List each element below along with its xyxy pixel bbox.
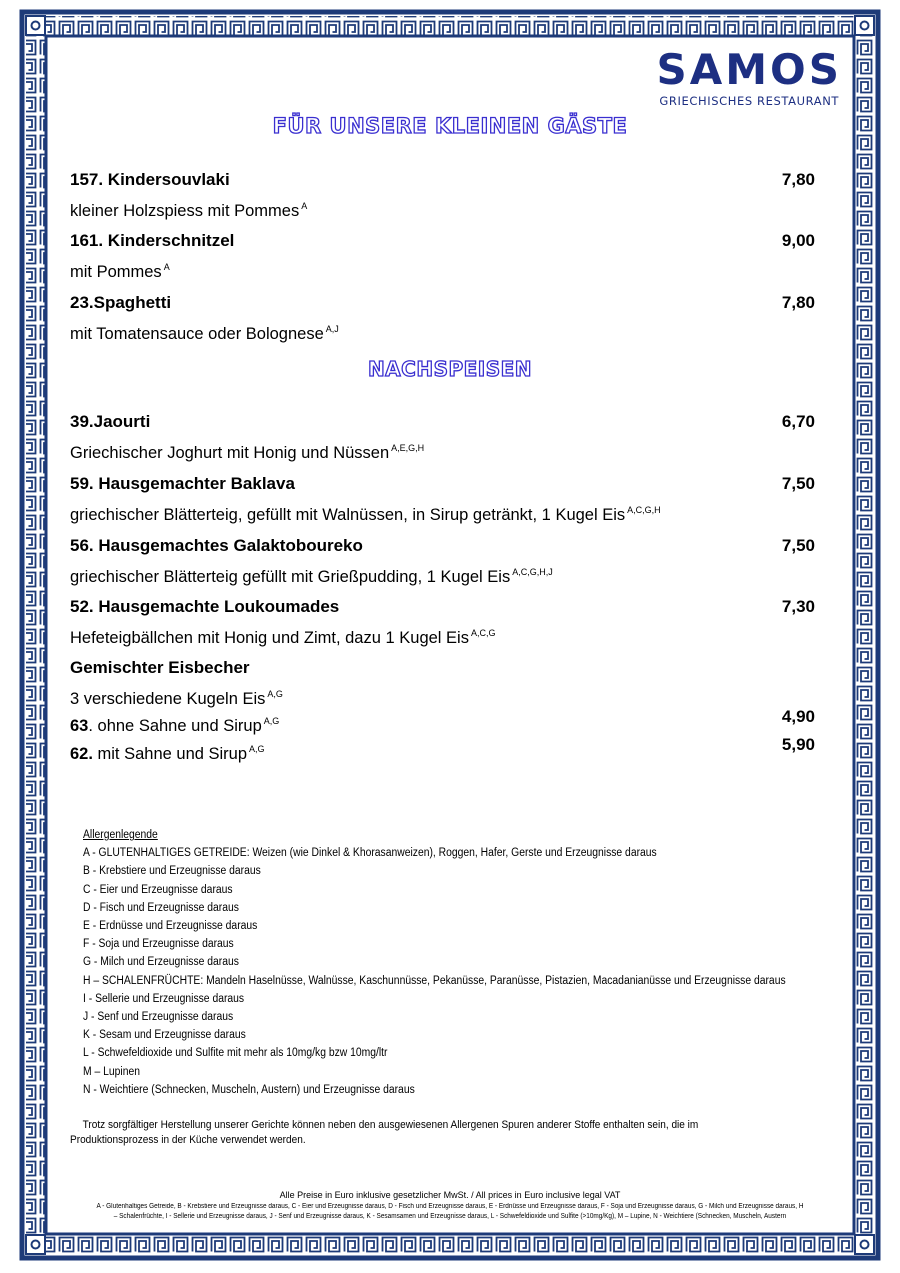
item-price: 7,50 (781, 536, 815, 555)
item-name: 39.Jaourti (70, 412, 151, 431)
item-description: Griechischer Joghurt mit Honig und Nüssen $^{A,E,G,H}$ (70, 443, 425, 462)
item-price: 7,50 (781, 474, 815, 493)
item-name: 161. Kinderschnitzel (70, 231, 235, 250)
menu-item (70, 472, 815, 522)
item-description: mit Tomatensauce oder Bolognese $^{A,J}$ (70, 324, 339, 343)
menu-item (70, 168, 815, 218)
menu-item (70, 410, 815, 460)
sundae-option: 63. ohne Sahne und Sirup $^{A,G}$ 4,90 (70, 707, 815, 735)
item-description: Hefeteigbällchen mit Honig und Zimt, dazu 1 Kugel Eis $^{A,C,G}$ (70, 628, 496, 647)
item-price: 6,70 (781, 412, 815, 431)
item-name: 59. Hausgemachter Baklava (70, 474, 295, 493)
menu-item (70, 229, 815, 279)
menu-item (70, 656, 815, 706)
item-price: 7,80 (781, 170, 815, 189)
menu-item (70, 291, 815, 341)
legend-line: N - Weichtiere (Schnecken, Muscheln, Austern) und Erzeugnisse daraus (83, 1083, 415, 1096)
item-price: 7,30 (781, 597, 815, 616)
legend-line: G - Milch und Erzeugnisse daraus (83, 956, 239, 969)
footer-allergen-summary: A - Glutenhaltiges Getreide, B - Krebstiere und Erzeugnisse daraus, C - Eier und Erzeugnisse daraus, D - Fisch und Erzeugnisse daraus, E - Erdnüsse und Erzeugnisse daraus, F - Soja und Erzeugnisse daraus, G - Milch und Erzeugnisse daraus, H – Schalenfrüchte, I - Sellerie und Erzeugnisse daraus, J - Senf und Erzeugnisse daraus, K - Sesamsamen und Erzeugnisse daraus, L - Schwefeldioxide und Sulfite (>10mg/Kg), M – Lupine, N - Weichtiere (Schnecken, Muscheln, Austern (96, 1203, 804, 1220)
legend-line: F - Soja und Erzeugnisse daraus (83, 938, 234, 951)
legend-line: I - Sellerie und Erzeugnisse daraus (83, 992, 245, 1005)
kids-section-title: FÜR UNSERE KLEINEN GÄSTE (272, 114, 628, 138)
legend-line: H – SCHALENFRÜCHTE: Mandeln Haselnüsse, Walnüsse, Kaschunnüsse, Pekanüsse, Paranüsse, Pistazien, Macadanianüsse und Erzeugnisse daraus (83, 974, 786, 987)
item-description: griechischer Blätterteig, gefüllt mit Walnüssen, in Sirup getränkt, 1 Kugel Eis $^{A,C,G,H}$ (70, 505, 661, 524)
allergen-disclaimer: Trotz sorgfältiger Herstellung unserer Gerichte können neben den ausgewiesenen Allergenen Spuren anderer Stoffe enthalten sein, die im Produktionsprozess in der Küche verwendet werden. (70, 1119, 699, 1146)
dessert-section-title: NACHSPEISEN (367, 357, 533, 381)
legend-line: A - GLUTENHALTIGES GETREIDE: Weizen (wie Dinkel & Khorasanweizen), Roggen, Hafer, Gerste und Erzeugnisse daraus (83, 847, 657, 860)
logo-subtitle: GRIECHISCHES RESTAURANT (659, 94, 840, 108)
item-name: 23.Spaghetti (70, 293, 172, 312)
item-description: mit Pommes $^A$ (70, 262, 170, 281)
legend-title: Allergenlegende (83, 829, 158, 841)
sundae-option: 62. mit Sahne und Sirup $^{A,G}$ 5,90 (70, 735, 815, 763)
legend-line: M – Lupinen (83, 1065, 140, 1078)
item-price: 5,90 (781, 735, 815, 754)
footer-prices-note: Alle Preise in Euro inklusive gesetzlicher MwSt. / All prices in Euro inclusive legal VAT (279, 1190, 621, 1200)
item-name: Gemischter Eisbecher (70, 658, 250, 677)
item-price: 4,90 (781, 707, 815, 726)
menu-item (70, 595, 815, 645)
allergen-legend (83, 826, 839, 1099)
legend-line: D - Fisch und Erzeugnisse daraus (83, 901, 239, 914)
legend-line: E - Erdnüsse und Erzeugnisse daraus (83, 920, 258, 933)
item-price: 9,00 (781, 231, 815, 250)
item-description: kleiner Holzspiess mit Pommes $^A$ (70, 201, 308, 220)
legend-line: J - Senf und Erzeugnisse daraus (83, 1011, 234, 1024)
item-price: 7,80 (781, 293, 815, 312)
item-description: 3 verschiedene Kugeln Eis $^{A,G}$ (70, 689, 283, 708)
legend-line: K - Sesam und Erzeugnisse daraus (83, 1029, 246, 1042)
item-description: griechischer Blätterteig gefüllt mit Grießpudding, 1 Kugel Eis $^{A,C,G,H,J}$ (70, 567, 553, 586)
item-name: 56. Hausgemachtes Galaktoboureko (70, 536, 363, 555)
legend-line: B - Krebstiere und Erzeugnisse daraus (83, 865, 261, 878)
item-name: 52. Hausgemachte Loukoumades (70, 597, 340, 616)
restaurant-logo (656, 45, 842, 108)
menu-item (70, 534, 815, 584)
legend-line: C - Eier und Erzeugnisse daraus (83, 883, 233, 896)
legend-line: L - Schwefeldioxide und Sulfite mit mehr als 10mg/kg bzw 10mg/ltr (83, 1047, 388, 1060)
item-name: 157. Kindersouvlaki (70, 170, 230, 189)
logo-name: SAMOS (656, 45, 842, 94)
